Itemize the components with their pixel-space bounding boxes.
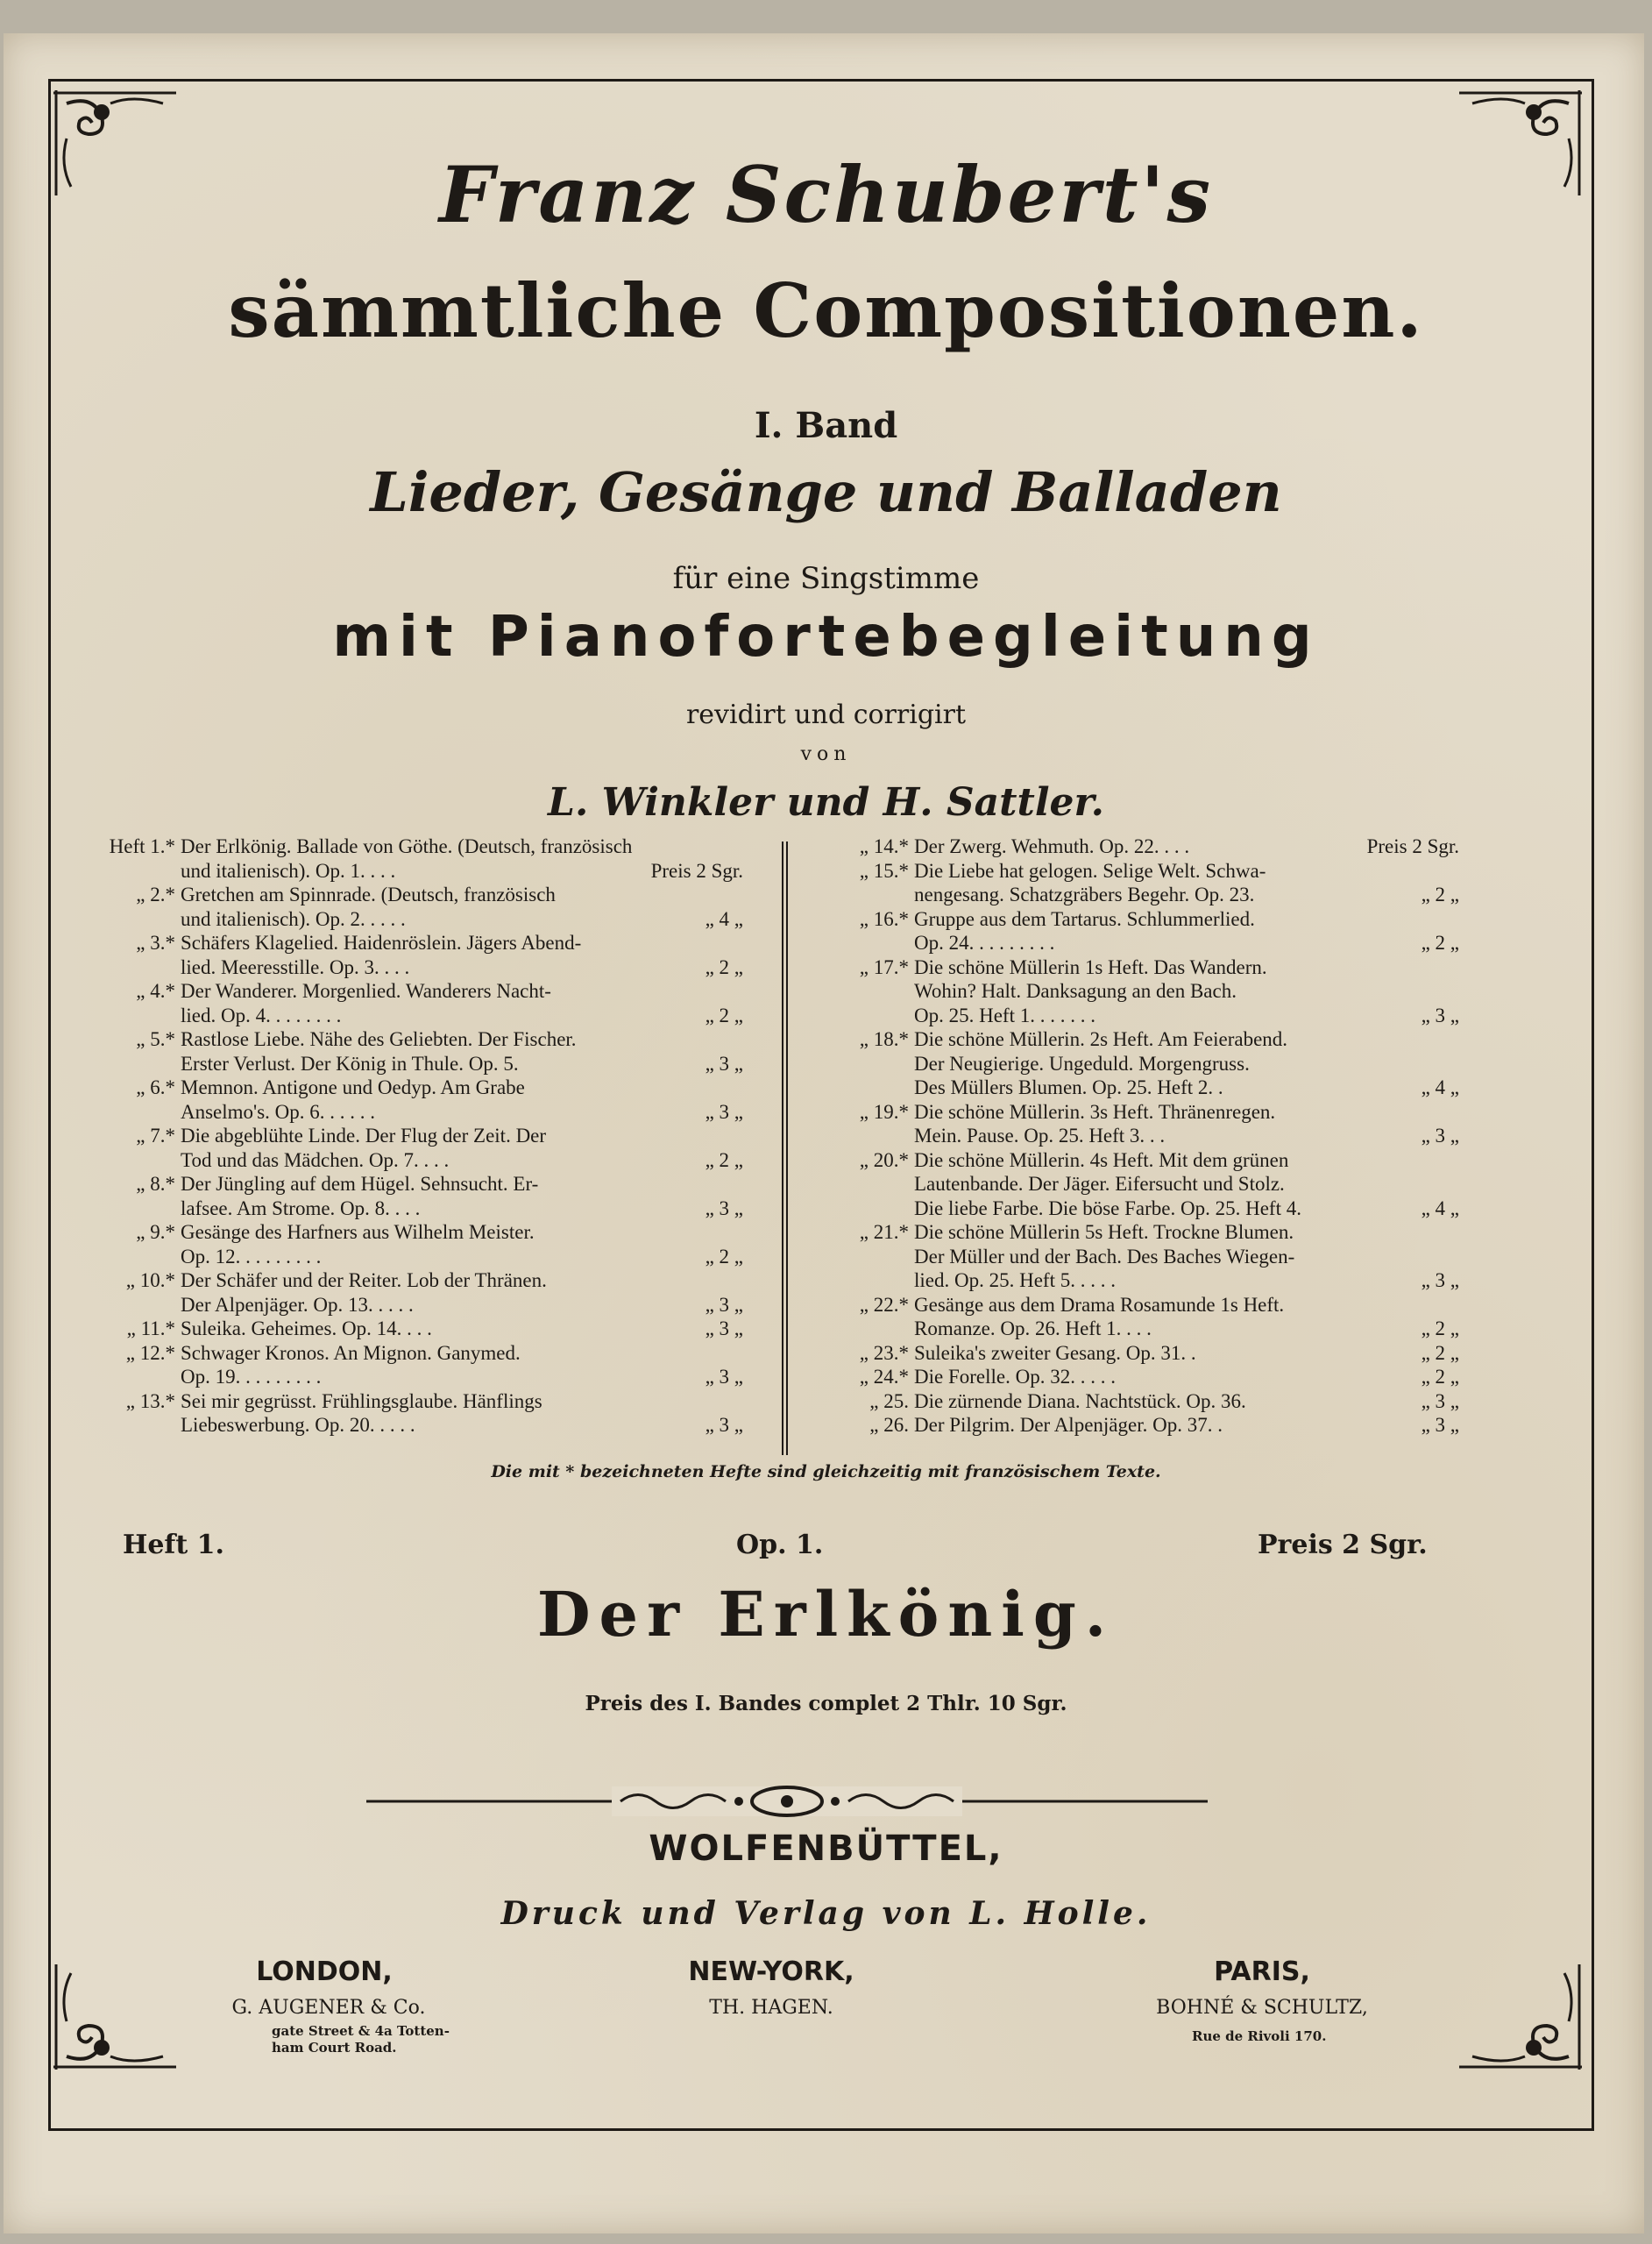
entry-price: „ 2 „ bbox=[1421, 884, 1459, 905]
entry-text: Op. 25. Heft 1. . . . . . . bbox=[914, 1004, 1095, 1026]
entry-price: Preis 2 Sgr. bbox=[650, 859, 743, 882]
by-line: von bbox=[800, 743, 852, 765]
contents-entry bbox=[819, 1365, 1468, 1389]
genre-subtitle: Lieder, Gesänge und Balladen bbox=[370, 460, 1282, 524]
entry-price: „ 3 „ bbox=[1421, 1004, 1459, 1026]
footnote: Die mit * bezeichneten Hefte sind gleichzeitig mit französischem Texte. bbox=[491, 1462, 1161, 1481]
entry-number: „ 19.* bbox=[859, 1100, 909, 1123]
entry-price: „ 2 „ bbox=[1421, 1317, 1459, 1339]
entry-text: Gruppe aus dem Tartarus. Schlummerlied. bbox=[914, 907, 1255, 930]
entry-text: Der Wanderer. Morgenlied. Wanderers Nacht- bbox=[181, 980, 551, 1002]
entry-price: „ 2 „ bbox=[705, 1148, 743, 1171]
entry-text: Die schöne Müllerin 1s Heft. Das Wandern. bbox=[914, 955, 1267, 978]
entry-price: „ 3 „ bbox=[705, 1197, 743, 1219]
entry-number: „ 25. bbox=[869, 1389, 909, 1412]
entry-price: „ 2 „ bbox=[705, 1245, 743, 1268]
collection-title: sämmtliche Compositionen. bbox=[228, 267, 1424, 354]
entry-text: Der Neugierige. Ungeduld. Morgengruss. bbox=[914, 1052, 1250, 1075]
contents-entry bbox=[86, 1076, 752, 1124]
contents-entry bbox=[86, 834, 752, 883]
entry-text: Der Pilgrim. Der Alpenjäger. Op. 37. . bbox=[914, 1414, 1223, 1436]
entry-number: „ 13.* bbox=[125, 1389, 175, 1412]
entry-number: „ 4.* bbox=[136, 980, 175, 1002]
revised-line: revidirt und corrigirt bbox=[685, 699, 967, 730]
entry-number: „ 14.* bbox=[859, 835, 909, 857]
column-divider bbox=[782, 842, 788, 1455]
entry-text: Gretchen am Spinnrade. (Deutsch, französisch bbox=[181, 884, 556, 905]
entry-number: „ 20.* bbox=[859, 1148, 909, 1171]
entry-number: „ 24.* bbox=[859, 1366, 909, 1388]
entry-number: „ 8.* bbox=[136, 1173, 175, 1195]
entry-number: „ 3.* bbox=[136, 932, 175, 954]
agent-address-line: Rue de Rivoli 170. bbox=[1192, 2028, 1327, 2044]
entry-text: Gesänge des Harfners aus Wilhelm Meister. bbox=[181, 1221, 535, 1243]
entry-text: Der Alpenjäger. Op. 13. . . . . bbox=[181, 1293, 414, 1316]
contents-entry bbox=[86, 1172, 752, 1220]
entry-price: „ 3 „ bbox=[1421, 1414, 1459, 1436]
corner-ornament-icon bbox=[1455, 1960, 1586, 2074]
agent-address-line: gate Street & 4a Totten- bbox=[272, 2023, 450, 2039]
entry-text: Schwager Kronos. An Mignon. Ganymed. bbox=[181, 1341, 521, 1364]
entry-number: „ 22.* bbox=[859, 1293, 909, 1316]
contents-entry bbox=[819, 955, 1468, 1028]
agent-address-paris bbox=[1192, 2028, 1326, 2045]
accompaniment-line: mit Pianofortebegleitung bbox=[332, 605, 1320, 670]
entry-price: „ 2 „ bbox=[705, 1004, 743, 1026]
publisher-city: WOLFENBÜTTEL, bbox=[649, 1829, 1003, 1869]
entry-number: „ 23.* bbox=[859, 1341, 909, 1364]
entry-text: Memnon. Antigone und Oedyp. Am Grabe bbox=[181, 1076, 525, 1098]
contents-column-left bbox=[86, 834, 752, 1438]
entry-text: Op. 24. . . . . . . . . bbox=[914, 932, 1055, 954]
contents-entry bbox=[819, 1220, 1468, 1293]
entry-price: „ 3 „ bbox=[1421, 1269, 1459, 1291]
entry-text: lafsee. Am Strome. Op. 8. . . . bbox=[181, 1197, 421, 1219]
contents-entry bbox=[86, 1317, 752, 1341]
entry-text: Wohin? Halt. Danksagung an den Bach. bbox=[914, 980, 1237, 1002]
agent-address-line: ham Court Road. bbox=[272, 2040, 397, 2056]
contents-entry bbox=[819, 1293, 1468, 1341]
agent-city-london: LONDON, bbox=[256, 1956, 393, 1987]
volume-price: Preis des I. Bandes complet 2 Thlr. 10 Sgr. bbox=[585, 1692, 1067, 1715]
entry-text: Schäfers Klagelied. Haidenröslein. Jägers Abend- bbox=[181, 932, 582, 954]
entry-price: „ 3 „ bbox=[705, 1366, 743, 1388]
entry-text: nengesang. Schatzgräbers Begehr. Op. 23. bbox=[914, 884, 1255, 905]
corner-ornament-icon bbox=[49, 1960, 181, 2074]
entry-price: „ 4 „ bbox=[705, 907, 743, 930]
entry-text: Die schöne Müllerin. 3s Heft. Thränenregen. bbox=[914, 1100, 1276, 1123]
entry-text: lied. Meeresstille. Op. 3. . . . bbox=[181, 955, 410, 978]
contents-entry bbox=[86, 1027, 752, 1076]
entry-text: Op. 19. . . . . . . . . bbox=[181, 1366, 322, 1388]
entry-number: „ 17.* bbox=[859, 955, 909, 978]
contents-entry bbox=[86, 1268, 752, 1317]
contents-entry bbox=[819, 1148, 1468, 1221]
entry-number: Heft 1.* bbox=[109, 835, 175, 857]
entry-text: Die Liebe hat gelogen. Selige Welt. Schwa- bbox=[914, 859, 1266, 882]
entry-text: Der Müller und der Bach. Des Baches Wiegen- bbox=[914, 1245, 1295, 1268]
entry-text: Die liebe Farbe. Die böse Farbe. Op. 25. Heft 4. bbox=[914, 1197, 1301, 1219]
entry-text: Tod und das Mädchen. Op. 7. . . . bbox=[181, 1148, 450, 1171]
entry-number: „ 26. bbox=[869, 1414, 909, 1436]
entry-text: Sei mir gegrüsst. Frühlingsglaube. Hänflings bbox=[181, 1389, 542, 1412]
entry-number: „ 16.* bbox=[859, 907, 909, 930]
entry-price: „ 4 „ bbox=[1421, 1076, 1459, 1098]
contents-entry bbox=[819, 907, 1468, 955]
contents-entry bbox=[86, 1124, 752, 1172]
entry-price: Preis 2 Sgr. bbox=[1366, 835, 1459, 857]
agent-city-paris: PARIS, bbox=[1214, 1956, 1310, 1987]
entry-price: „ 3 „ bbox=[705, 1293, 743, 1316]
voice-line: für eine Singstimme bbox=[672, 561, 980, 596]
entry-number: „ 9.* bbox=[136, 1221, 175, 1243]
composer-title: Franz Schubert's bbox=[438, 149, 1213, 240]
entry-text: und italienisch). Op. 2. . . . . bbox=[181, 907, 406, 930]
entry-text: Die abgeblühte Linde. Der Flug der Zeit. Der bbox=[181, 1125, 547, 1147]
entry-text: Rastlose Liebe. Nähe des Geliebten. Der Fischer. bbox=[181, 1028, 577, 1050]
contents-entry bbox=[86, 883, 752, 931]
contents-entry bbox=[819, 1100, 1468, 1148]
agent-name-paris: BOHNÉ & SCHULTZ, bbox=[1156, 1997, 1368, 2019]
entry-text: Erster Verlust. Der König in Thule. Op. 5. bbox=[181, 1052, 519, 1075]
entry-price: „ 4 „ bbox=[1421, 1197, 1459, 1219]
contents-entry bbox=[819, 834, 1468, 859]
entry-text: Gesänge aus dem Drama Rosamunde 1s Heft. bbox=[914, 1293, 1285, 1316]
agent-address-london bbox=[272, 2023, 450, 2056]
entry-text: Liebeswerbung. Op. 20. . . . . bbox=[181, 1414, 415, 1436]
entry-price: „ 3 „ bbox=[705, 1414, 743, 1436]
entry-price: „ 2 „ bbox=[705, 955, 743, 978]
entry-number: „ 12.* bbox=[125, 1341, 175, 1364]
contents-entry bbox=[86, 931, 752, 979]
entry-number: „ 10.* bbox=[125, 1269, 175, 1291]
entry-price: „ 3 „ bbox=[705, 1317, 743, 1339]
entry-text: Der Jüngling auf dem Hügel. Sehnsucht. Er- bbox=[181, 1173, 539, 1195]
entry-text: Romanze. Op. 26. Heft 1. . . . bbox=[914, 1317, 1152, 1339]
contents-entry bbox=[819, 1341, 1468, 1366]
volume-label: I. Band bbox=[754, 405, 898, 446]
current-opus: Op. 1. bbox=[736, 1530, 824, 1560]
contents-entry bbox=[86, 979, 752, 1027]
entry-text: Op. 12. . . . . . . . . bbox=[181, 1245, 322, 1268]
contents-column-right bbox=[819, 834, 1468, 1438]
entry-price: „ 2 „ bbox=[1421, 1366, 1459, 1388]
entry-price: „ 3 „ bbox=[1421, 1389, 1459, 1412]
entry-number: „ 11.* bbox=[126, 1317, 175, 1339]
entry-price: „ 2 „ bbox=[1421, 1341, 1459, 1364]
current-heft: Heft 1. bbox=[123, 1530, 224, 1560]
entry-price: „ 3 „ bbox=[705, 1052, 743, 1075]
entry-text: Mein. Pause. Op. 25. Heft 3. . . bbox=[914, 1125, 1166, 1147]
publisher-line: Druck und Verlag von L. Holle. bbox=[500, 1895, 1152, 1932]
entry-text: Die zürnende Diana. Nachtstück. Op. 36. bbox=[914, 1389, 1246, 1412]
entry-text: Suleika. Geheimes. Op. 14. . . . bbox=[181, 1317, 432, 1339]
entry-number: „ 7.* bbox=[136, 1125, 175, 1147]
current-title: Der Erlkönig. bbox=[536, 1578, 1116, 1651]
entry-number: „ 2.* bbox=[136, 884, 175, 905]
entry-number: „ 6.* bbox=[136, 1076, 175, 1098]
contents-entry bbox=[819, 1027, 1468, 1100]
entry-text: und italienisch). Op. 1. . . . bbox=[181, 859, 396, 882]
entry-number: „ 15.* bbox=[859, 859, 909, 882]
agent-city-newyork: NEW-YORK, bbox=[688, 1956, 854, 1987]
divider-ornament-icon bbox=[366, 1779, 1208, 1823]
entry-text: lied. Op. 25. Heft 5. . . . . bbox=[914, 1269, 1116, 1291]
agent-name-london: G. AUGENER & Co. bbox=[231, 1997, 426, 2019]
agent-name-newyork: TH. HAGEN. bbox=[709, 1997, 833, 2019]
entry-text: lied. Op. 4. . . . . . . . bbox=[181, 1004, 342, 1026]
contents-entry bbox=[819, 859, 1468, 907]
contents-entry bbox=[86, 1341, 752, 1389]
entry-price: „ 3 „ bbox=[1421, 1125, 1459, 1147]
entry-price: „ 2 „ bbox=[1421, 932, 1459, 954]
entry-number: „ 21.* bbox=[859, 1221, 909, 1243]
entry-text: Die schöne Müllerin. 2s Heft. Am Feierabend. bbox=[914, 1028, 1288, 1050]
entry-text: Lautenbande. Der Jäger. Eifersucht und Stolz. bbox=[914, 1173, 1285, 1195]
entry-number: „ 5.* bbox=[136, 1028, 175, 1050]
editors-line: L. Winkler und H. Sattler. bbox=[548, 780, 1104, 825]
contents-entry bbox=[86, 1389, 752, 1438]
entry-text: Die schöne Müllerin. 4s Heft. Mit dem grünen bbox=[914, 1148, 1289, 1171]
entry-text: Anselmo's. Op. 6. . . . . . bbox=[181, 1100, 376, 1123]
contents-entry bbox=[819, 1413, 1468, 1438]
entry-text: Der Zwerg. Wehmuth. Op. 22. . . . bbox=[914, 835, 1190, 857]
contents-entry bbox=[86, 1220, 752, 1268]
entry-price: „ 3 „ bbox=[705, 1100, 743, 1123]
entry-text: Die Forelle. Op. 32. . . . . bbox=[914, 1366, 1116, 1388]
entry-text: Die schöne Müllerin 5s Heft. Trockne Blumen. bbox=[914, 1221, 1294, 1243]
entry-text: Des Müllers Blumen. Op. 25. Heft 2. . bbox=[914, 1076, 1223, 1098]
entry-text: Der Erlkönig. Ballade von Göthe. (Deutsch, französisch bbox=[181, 835, 633, 857]
entry-text: Der Schäfer und der Reiter. Lob der Thränen. bbox=[181, 1269, 547, 1291]
entry-text: Suleika's zweiter Gesang. Op. 31. . bbox=[914, 1341, 1196, 1364]
entry-number: „ 18.* bbox=[859, 1028, 909, 1050]
current-price: Preis 2 Sgr. bbox=[1258, 1530, 1428, 1560]
contents-entry bbox=[819, 1389, 1468, 1414]
